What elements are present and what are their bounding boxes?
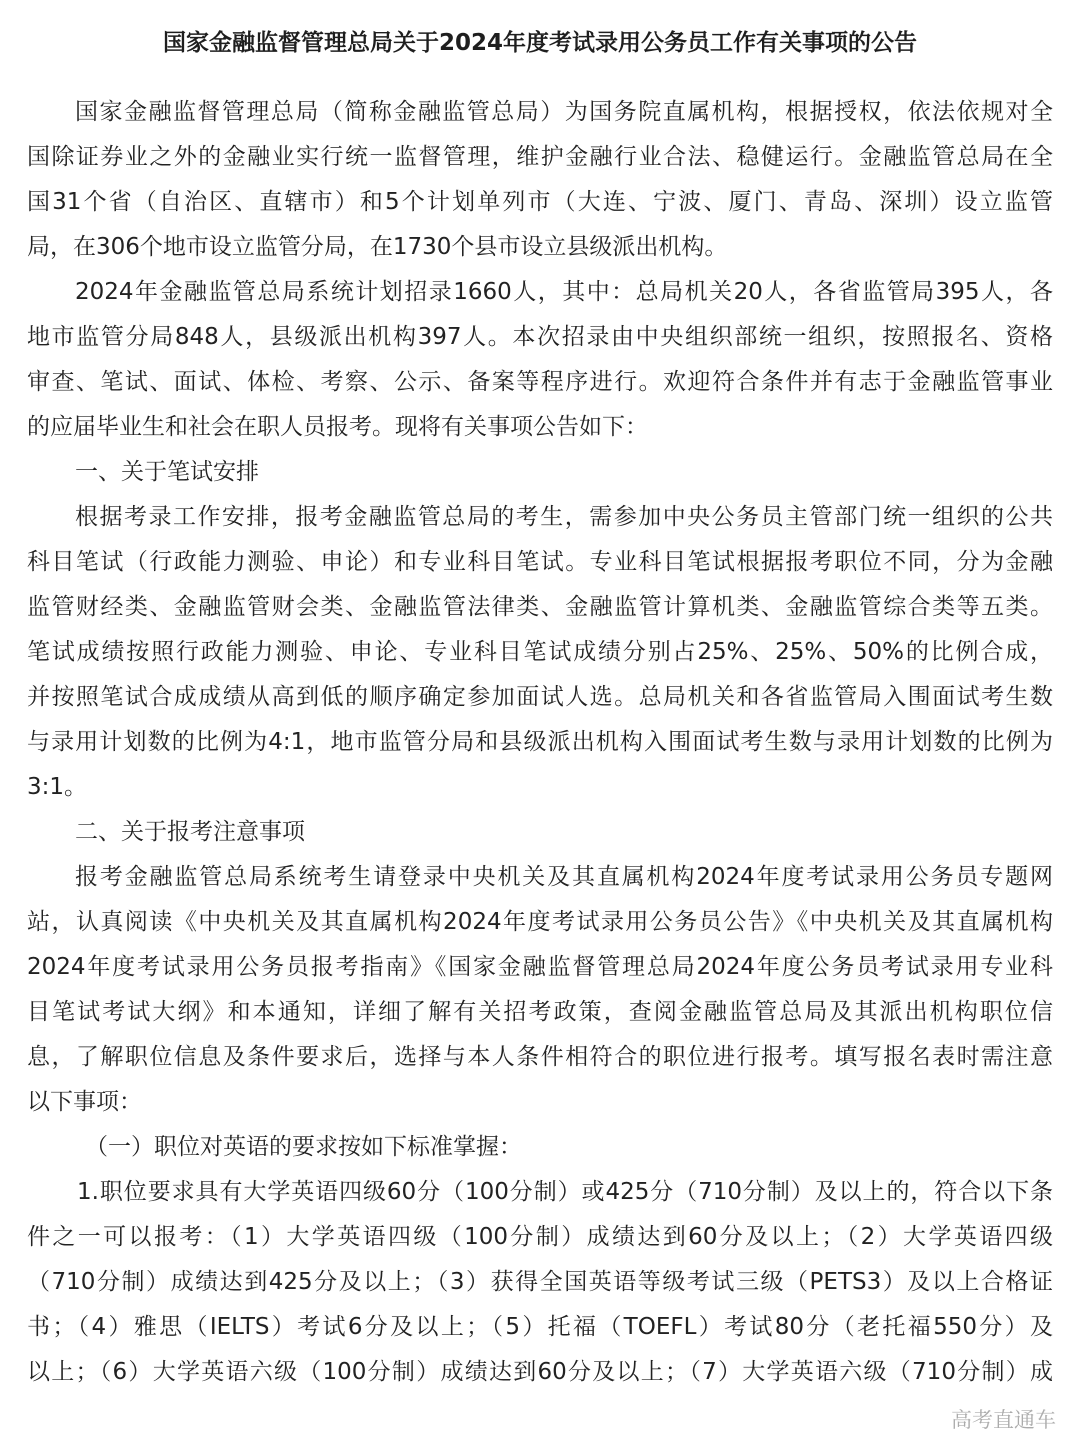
text-line: 2024年金融监管总局系统计划招录1660人，其中：总局机关20人，各省监管局395人，各 — [75, 279, 1053, 305]
text-line: 2024年度考试录用公务员报考指南》《国家金融监督管理总局2024年度公务员考试录用专业科 — [27, 954, 1053, 980]
text-line: 局，在306个地市设立监管分局，在1730个县市设立县级派出机构。 — [27, 234, 728, 260]
text-line: 地市监管分局848人，县级派出机构397人。本次招录由中央组织部统一组织，按照报名、资格 — [27, 324, 1053, 350]
document-body — [27, 90, 1053, 1395]
text-line: 件之一可以报考：（1）大学英语四级（100分制）成绩达到60分及以上；（2）大学英语四级 — [27, 1224, 1053, 1250]
text-line: 笔试成绩按照行政能力测验、申论、专业科目笔试成绩分别占25%、25%、50%的比例合成， — [27, 639, 1053, 665]
text-line: 报考金融监管总局系统考生请登录中央机关及其直属机构2024年度考试录用公务员专题网 — [75, 864, 1053, 890]
text-line: 国家金融监督管理总局（简称金融监管总局）为国务院直属机构，根据授权，依法依规对全 — [75, 99, 1053, 125]
text-line: 国31个省（自治区、直辖市）和5个计划单列市（大连、宁波、厦门、青岛、深圳）设立监管 — [27, 189, 1053, 215]
text-line: 与录用计划数的比例为4:1，地市监管分局和县级派出机构入围面试考生数与录用计划数的比例为 — [27, 729, 1053, 755]
text-line: 根据考录工作安排，报考金融监管总局的考生，需参加中央公务员主管部门统一组织的公共 — [75, 504, 1053, 530]
page-title: 国家金融监督管理总局关于2024年度考试录用公务员工作有关事项的公告 — [162, 30, 917, 56]
text-line: 科目笔试（行政能力测验、申论）和专业科目笔试。专业科目笔试根据报考职位不同，分为金融 — [27, 549, 1053, 575]
text-line: 审查、笔试、面试、体检、考察、公示、备案等程序进行。欢迎符合条件并有志于金融监管事业 — [27, 369, 1053, 395]
text-line: 1.职位要求具有大学英语四级60分（100分制）或425分（710分制）及以上的，符合以下条 — [77, 1179, 1053, 1205]
text-line: 监管财经类、金融监管财会类、金融监管法律类、金融监管计算机类、金融监管综合类等五类。 — [27, 594, 1053, 620]
text-line: （一）职位对英语的要求按如下标准掌握： — [85, 1134, 522, 1160]
text-line: 二、关于报考注意事项 — [75, 819, 305, 845]
text-line: 并按照笔试合成成绩从高到低的顺序确定参加面试人选。总局机关和各省监管局入围面试考生数 — [27, 684, 1053, 710]
text-line: 一、关于笔试安排 — [75, 459, 259, 485]
watermark: 高考直通车 — [951, 1408, 1056, 1432]
text-line: 书；（4）雅思（IELTS）考试6分及以上；（5）托福（TOEFL）考试80分（老托福550分）及 — [27, 1314, 1053, 1340]
text-line: 国除证券业之外的金融业实行统一监督管理，维护金融行业合法、稳健运行。金融监管总局在全 — [27, 144, 1053, 170]
text-line: 站，认真阅读《中央机关及其直属机构2024年度考试录用公务员公告》《中央机关及其直属机构 — [27, 909, 1053, 935]
text-line: 息，了解职位信息及条件要求后，选择与本人条件相符合的职位进行报考。填写报名表时需注意 — [27, 1044, 1053, 1070]
text-line: （710分制）成绩达到425分及以上；（3）获得全国英语等级考试三级（PETS3）及以上合格证 — [27, 1269, 1053, 1295]
text-line: 3:1。 — [27, 774, 88, 800]
text-line: 的应届毕业生和社会在职人员报考。现将有关事项公告如下： — [27, 414, 648, 440]
text-line: 以上；（6）大学英语六级（100分制）成绩达到60分及以上；（7）大学英语六级（710分制）成 — [27, 1359, 1053, 1385]
text-line: 以下事项： — [27, 1089, 142, 1115]
text-line: 目笔试考试大纲》和本通知，详细了解有关招考政策，查阅金融监管总局及其派出机构职位信 — [27, 999, 1053, 1025]
